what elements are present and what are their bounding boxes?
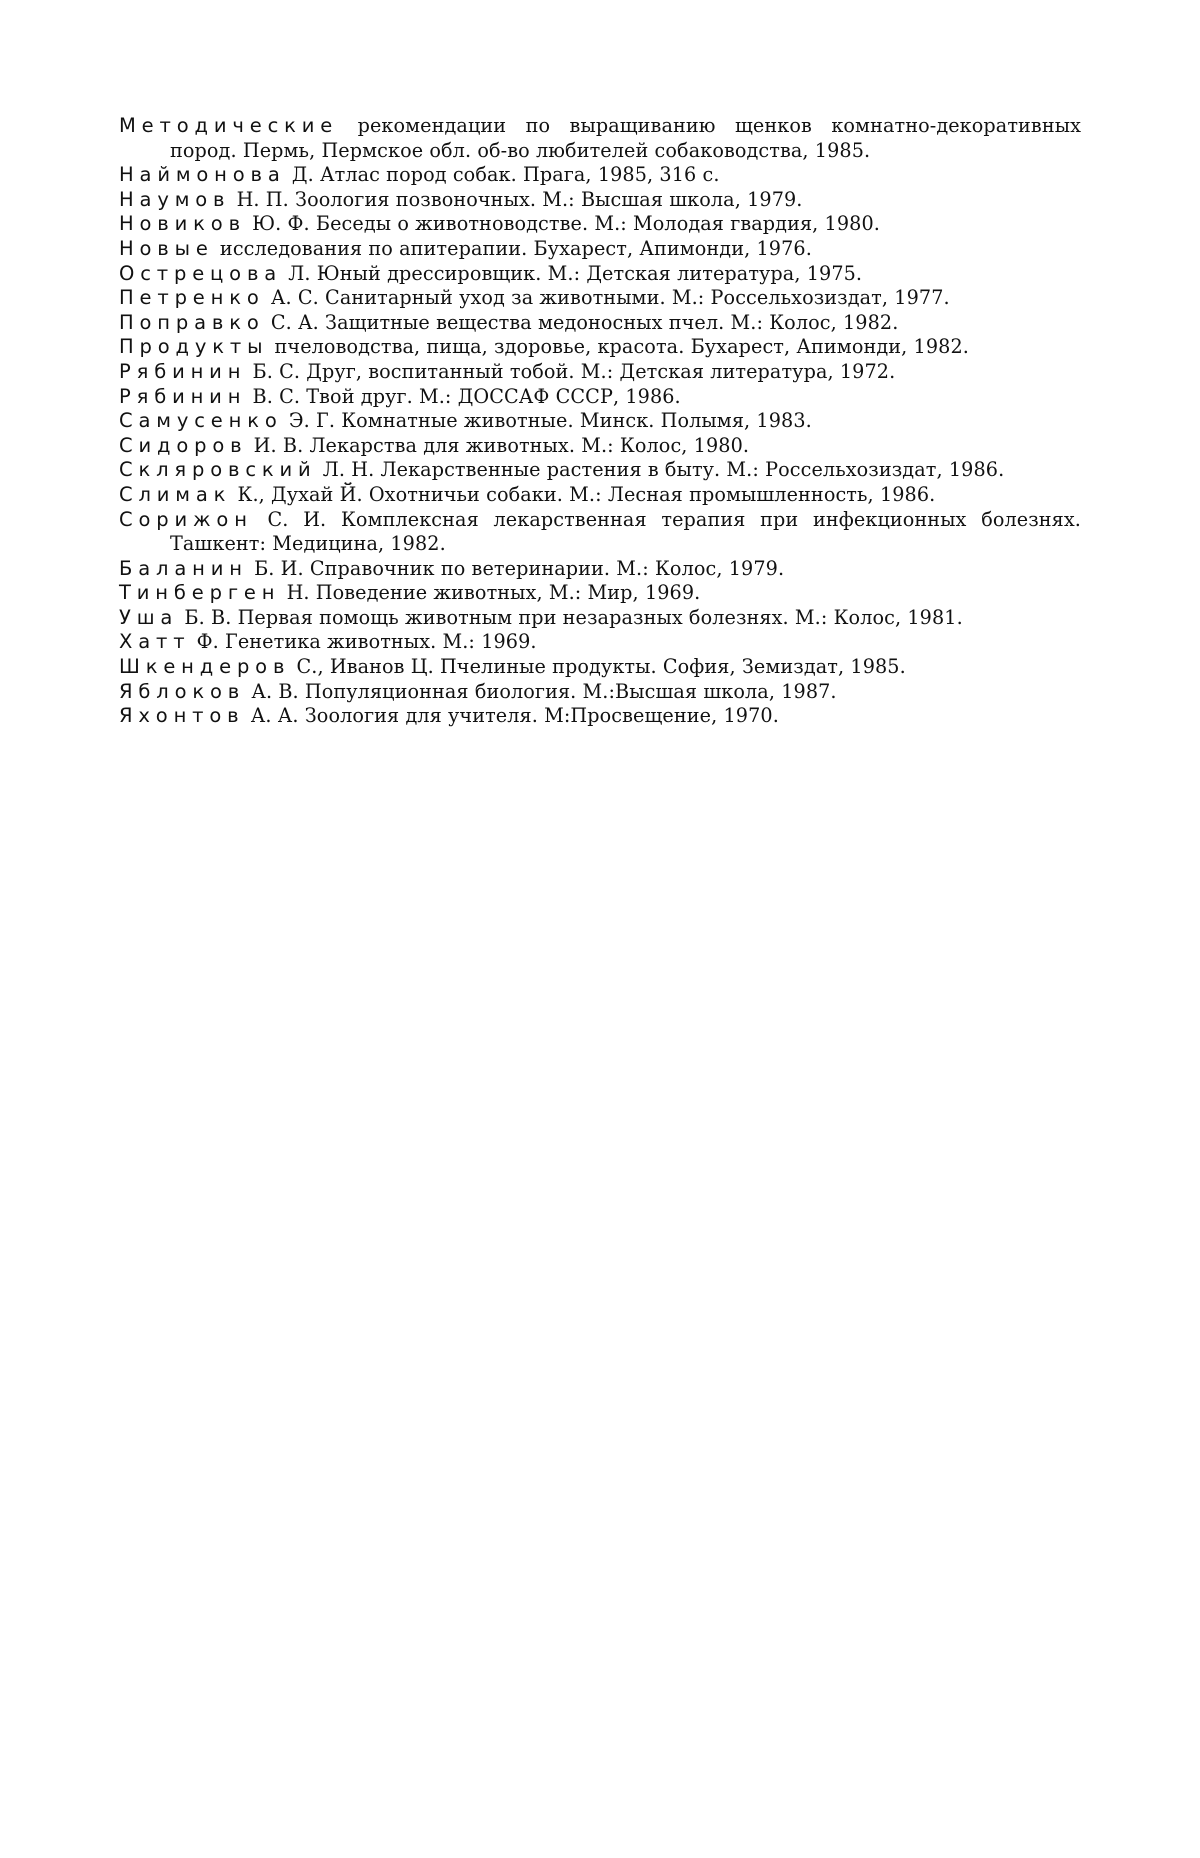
entry-text: Ф. Генетика животных. М.: 1969.	[190, 630, 537, 654]
entry-author: Уша	[119, 605, 179, 629]
entry-author: Наумов	[119, 187, 231, 211]
bibliography-entry	[119, 335, 1081, 360]
entry-author: Острецова	[119, 261, 283, 285]
entry-author: Сорижон	[119, 507, 253, 531]
entry-text: пчеловодства, пища, здоровье, красота. Бухарест, Апимонди, 1982.	[268, 335, 969, 359]
entry-author: Слимак	[119, 482, 232, 506]
entry-author: Методические	[119, 114, 339, 137]
entry-author: Продукты	[119, 335, 269, 359]
entry-text: Б. И. Справочник по ветеринарии. М.: Колос, 1979.	[247, 556, 785, 580]
entry-author: Сидоров	[119, 433, 248, 457]
entry-text: И. В. Лекарства для животных. М.: Колос, 1980.	[247, 433, 750, 457]
entry-author: Рябинин	[119, 384, 247, 408]
bibliography-entry	[119, 704, 1081, 729]
entry-text: В. С. Твой друг. М.: ДОССАФ СССР, 1986.	[246, 384, 681, 408]
entry-author: Поправко	[119, 310, 265, 334]
bibliography-entry	[119, 114, 1081, 163]
entry-text: Д. Атлас пород собак. Прага, 1985, 316 с.	[285, 163, 720, 187]
entry-author: Тинберген	[119, 581, 281, 605]
bibliography-entry	[119, 360, 1081, 385]
entry-author: Шкендеров	[119, 655, 291, 679]
bibliography-entry	[119, 385, 1081, 410]
entry-author: Рябинин	[119, 359, 247, 383]
entry-author: Новиков	[119, 212, 246, 236]
bibliography-entry	[119, 606, 1081, 631]
entry-text: А. А. Зоология для учителя. М:Просвещение, 1970.	[244, 704, 779, 728]
bibliography-entry	[119, 581, 1081, 606]
bibliography-entry	[119, 557, 1081, 582]
entry-author: Самусенко	[119, 409, 283, 433]
entry-text: Л. Н. Лекарственные растения в быту. М.: Россельхозиздат, 1986.	[316, 458, 1005, 482]
entry-text: Б. В. Первая помощь животным при незаразных болезнях. М.: Колос, 1981.	[178, 605, 963, 629]
entry-text: С. А. Защитные вещества медоносных пчел. М.: Колос, 1982.	[264, 310, 899, 334]
entry-author: Наймонова	[119, 163, 286, 187]
entry-text: Н. Поведение животных, М.: Мир, 1969.	[280, 581, 701, 605]
bibliography-entry	[119, 458, 1081, 483]
bibliography-entry	[119, 163, 1081, 188]
bibliography-entry	[119, 286, 1081, 311]
entry-text: Ю. Ф. Беседы о животноводстве. М.: Молодая гвардия, 1980.	[245, 212, 880, 236]
entry-author: Яблоков	[119, 679, 246, 703]
entry-author: Новые	[119, 236, 214, 260]
entry-text: А. С. Санитарный уход за животными. М.: Россельхозиздат, 1977.	[264, 286, 950, 310]
entry-author: Скляровский	[119, 458, 317, 482]
bibliography-entry	[119, 434, 1081, 459]
bibliography-entry	[119, 188, 1081, 213]
bibliography-entry	[119, 655, 1081, 680]
bibliography-entry	[119, 680, 1081, 705]
entry-text: С., Иванов Ц. Пчелиные продукты. София, Земиздат, 1985.	[290, 655, 906, 679]
bibliography-entry	[119, 311, 1081, 336]
entry-text: исследования по апитерапии. Бухарест, Апимонди, 1976.	[213, 236, 812, 260]
bibliography-entry	[119, 212, 1081, 237]
bibliography-entry	[119, 237, 1081, 262]
entry-author: Петренко	[119, 286, 265, 310]
bibliography-entry	[119, 483, 1081, 508]
entry-text: Э. Г. Комнатные животные. Минск. Полымя, 1983.	[282, 409, 812, 433]
entry-author: Яхонтов	[119, 704, 245, 728]
entry-text: Н. П. Зоология позвоночных. М.: Высшая школа, 1979.	[230, 187, 803, 211]
entry-author: Баланин	[119, 556, 248, 580]
bibliography-entry	[119, 630, 1081, 655]
bibliography-entry	[119, 508, 1081, 557]
bibliography-entry	[119, 262, 1081, 287]
entry-text: А. В. Популяционная биология. М.:Высшая школа, 1987.	[245, 679, 837, 703]
entry-text: С. И. Комплексная лекарственная терапия при инфекционных болезнях. Ташкент: Медицина, 1982.	[170, 507, 1081, 556]
entry-text: К., Духай Й. Охотничьи собаки. М.: Лесная промышленность, 1986.	[231, 482, 936, 506]
entry-author: Хатт	[119, 630, 191, 654]
entry-text: Б. С. Друг, воспитанный тобой. М.: Детская литература, 1972.	[246, 359, 896, 383]
entry-text: рекомендации по выращиванию щенков комнатно-декоративных пород. Пермь, Пермское обл. об-во любителей собаководства, 1985.	[170, 114, 1081, 162]
bibliography-entry	[119, 409, 1081, 434]
bibliography-list	[119, 114, 1081, 729]
entry-text: Л. Юный дрессировщик. М.: Детская литература, 1975.	[282, 261, 863, 285]
